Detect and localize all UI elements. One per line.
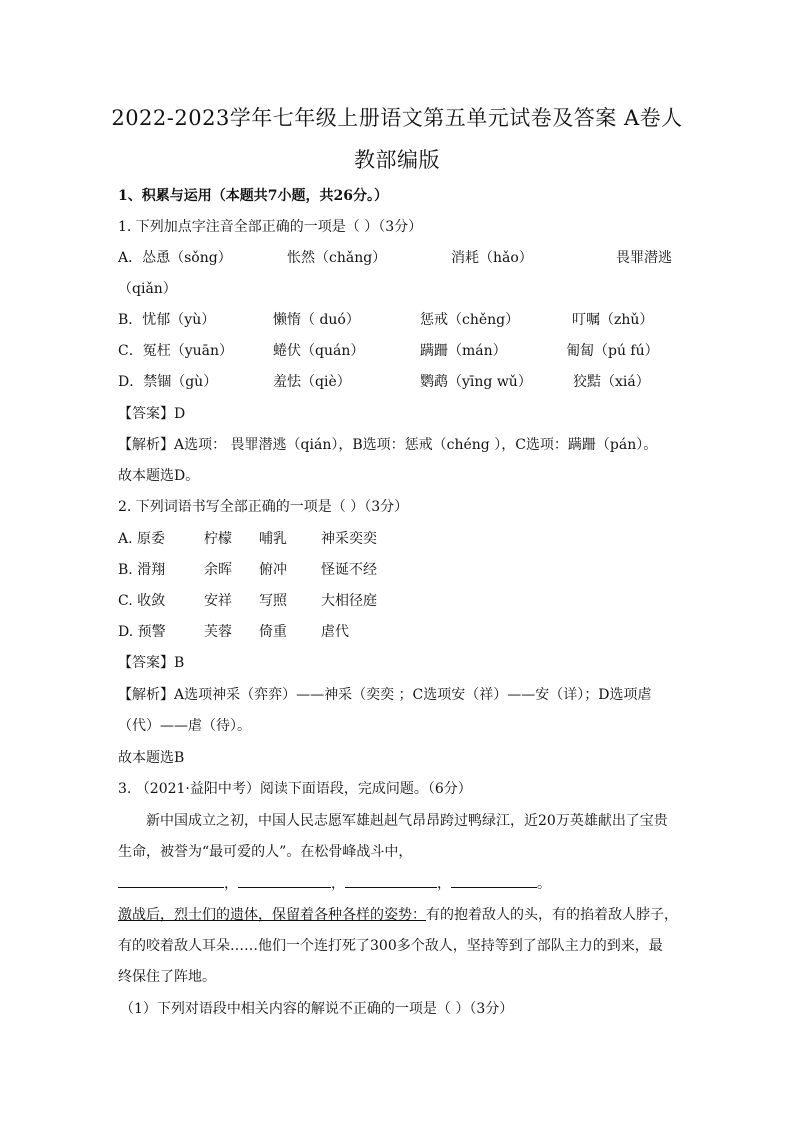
q1-optC-1: C．冤枉（yuān） bbox=[118, 343, 234, 359]
q2-optB-3: 俯冲 bbox=[259, 562, 287, 578]
q3-paragraph-line2: 生命，被誉为“最可爱的人”。在松骨峰战斗中， bbox=[118, 844, 413, 860]
q3-paragraph-line6: 终保住了阵地。 bbox=[118, 969, 216, 985]
fill-blank-4[interactable] bbox=[451, 873, 537, 888]
q3-fill-blanks: ， ， ， 。 bbox=[118, 873, 551, 894]
q2-optB-4: 怪诞不经 bbox=[321, 562, 377, 578]
q2-optD-4: 虐代 bbox=[321, 624, 349, 640]
section-heading: 1、积累与运用（本题共7小题，共26分。） bbox=[118, 188, 388, 204]
doc-title-line1: 2022-2023学年七年级上册语文第五单元试卷及答案 A卷人 bbox=[111, 106, 683, 130]
q1-optB-4: 叮嘱（zhǔ） bbox=[572, 312, 654, 328]
q1-conclusion: 故本题选D。 bbox=[118, 468, 200, 484]
q2-optB-1: B. 滑翔 bbox=[118, 562, 166, 578]
q2-optD-1: D. 预警 bbox=[118, 624, 166, 640]
q1-optA-2: 怅然（chǎng） bbox=[287, 250, 387, 266]
q2-optA-2: 柠檬 bbox=[204, 531, 232, 547]
q2-stem: 2. 下列词语书写全部正确的一项是（ ）（3分） bbox=[118, 499, 409, 515]
q2-optA-3: 哺乳 bbox=[259, 531, 287, 547]
q1-optD-4: 狡黠（xiá） bbox=[573, 374, 650, 390]
q3-paragraph-line1: 新中国成立之初，中国人民志愿军雄赳赳气昂昂跨过鸭绿江，近20万英雄献出了宝贵 bbox=[146, 813, 668, 829]
q1-stem: 1. 下列加点字注音全部正确的一项是（ ）（3分） bbox=[118, 219, 423, 235]
doc-title-line2: 教部编版 bbox=[354, 148, 440, 172]
q1-optD-2: 羞怯（qiè） bbox=[273, 374, 351, 390]
q3-sub-question-1: （1）下列对语段中相关内容的解说不正确的一项是（ ）（3分） bbox=[120, 1001, 514, 1017]
q1-optB-3: 惩戒（chěng） bbox=[420, 312, 520, 328]
fill-blank-2[interactable] bbox=[238, 873, 331, 888]
q1-optB-1: B．忧郁（yù） bbox=[118, 312, 216, 328]
q2-answer: 【答案】B bbox=[118, 655, 185, 671]
fill-blank-3[interactable] bbox=[345, 873, 437, 888]
q2-analysis-line1: 【解析】A选项神采（弈弈）——神采（奕奕 ；C选项安（祥）——安（详）；D选项虐 bbox=[118, 687, 652, 703]
q1-answer: 【答案】D bbox=[118, 406, 186, 422]
q1-optA-3: 消耗（hǎo） bbox=[451, 250, 533, 266]
q1-analysis: 【解析】A选项： 畏罪潜逃（qián），B选项：惩戒（chéng ），C选项：蹒跚（pán）。 bbox=[118, 437, 658, 453]
q3-stem: 3. （2021·益阳中考）阅读下面语段，完成问题。（6分） bbox=[118, 781, 472, 797]
q2-conclusion: 故本题选B bbox=[118, 750, 185, 766]
q1-optA-1: A．怂恿（sǒng） bbox=[118, 250, 232, 266]
q2-optA-4: 神采奕奕 bbox=[321, 531, 377, 547]
fill-blank-1[interactable] bbox=[118, 873, 224, 888]
q2-optC-1: C. 收敛 bbox=[118, 593, 166, 609]
q1-optB-2: 懒惰（ duó） bbox=[273, 312, 360, 328]
q2-optC-2: 安祥 bbox=[204, 593, 232, 609]
q1-optA-4: 畏罪潜逃 bbox=[616, 250, 672, 266]
q1-optA-cont: （qiǎn） bbox=[118, 281, 177, 297]
q1-optD-1: D．禁锢（gù） bbox=[118, 374, 218, 390]
q1-optD-3: 鹦鹉（yīng wǔ） bbox=[420, 374, 532, 390]
q1-optC-4: 匍匐（pú fú） bbox=[566, 343, 659, 359]
underlined-sentence: 激战后，烈士们的遗体，保留着各种各样的姿势： bbox=[118, 907, 426, 923]
q3-paragraph-line4: 激战后，烈士们的遗体，保留着各种各样的姿势：有的抱着敌人的头，有的掐着敌人脖子， bbox=[118, 907, 678, 923]
q2-optA-1: A. 原委 bbox=[118, 531, 166, 547]
q2-optB-2: 余晖 bbox=[204, 562, 232, 578]
q3-paragraph-line5: 有的咬着敌人耳朵……他们一个连打死了300多个敌人，坚持等到了部队主力的到来，最 bbox=[118, 938, 663, 954]
q1-optC-2: 蜷伏（quán） bbox=[273, 343, 365, 359]
q1-optC-3: 蹒跚（mán） bbox=[420, 343, 507, 359]
q2-optC-4: 大相径庭 bbox=[321, 593, 377, 609]
q2-optD-2: 芙蓉 bbox=[204, 624, 232, 640]
q2-analysis-line2: （代）——虐（待）。 bbox=[118, 718, 251, 734]
q2-optC-3: 写照 bbox=[259, 593, 287, 609]
q2-optD-3: 倚重 bbox=[259, 624, 287, 640]
